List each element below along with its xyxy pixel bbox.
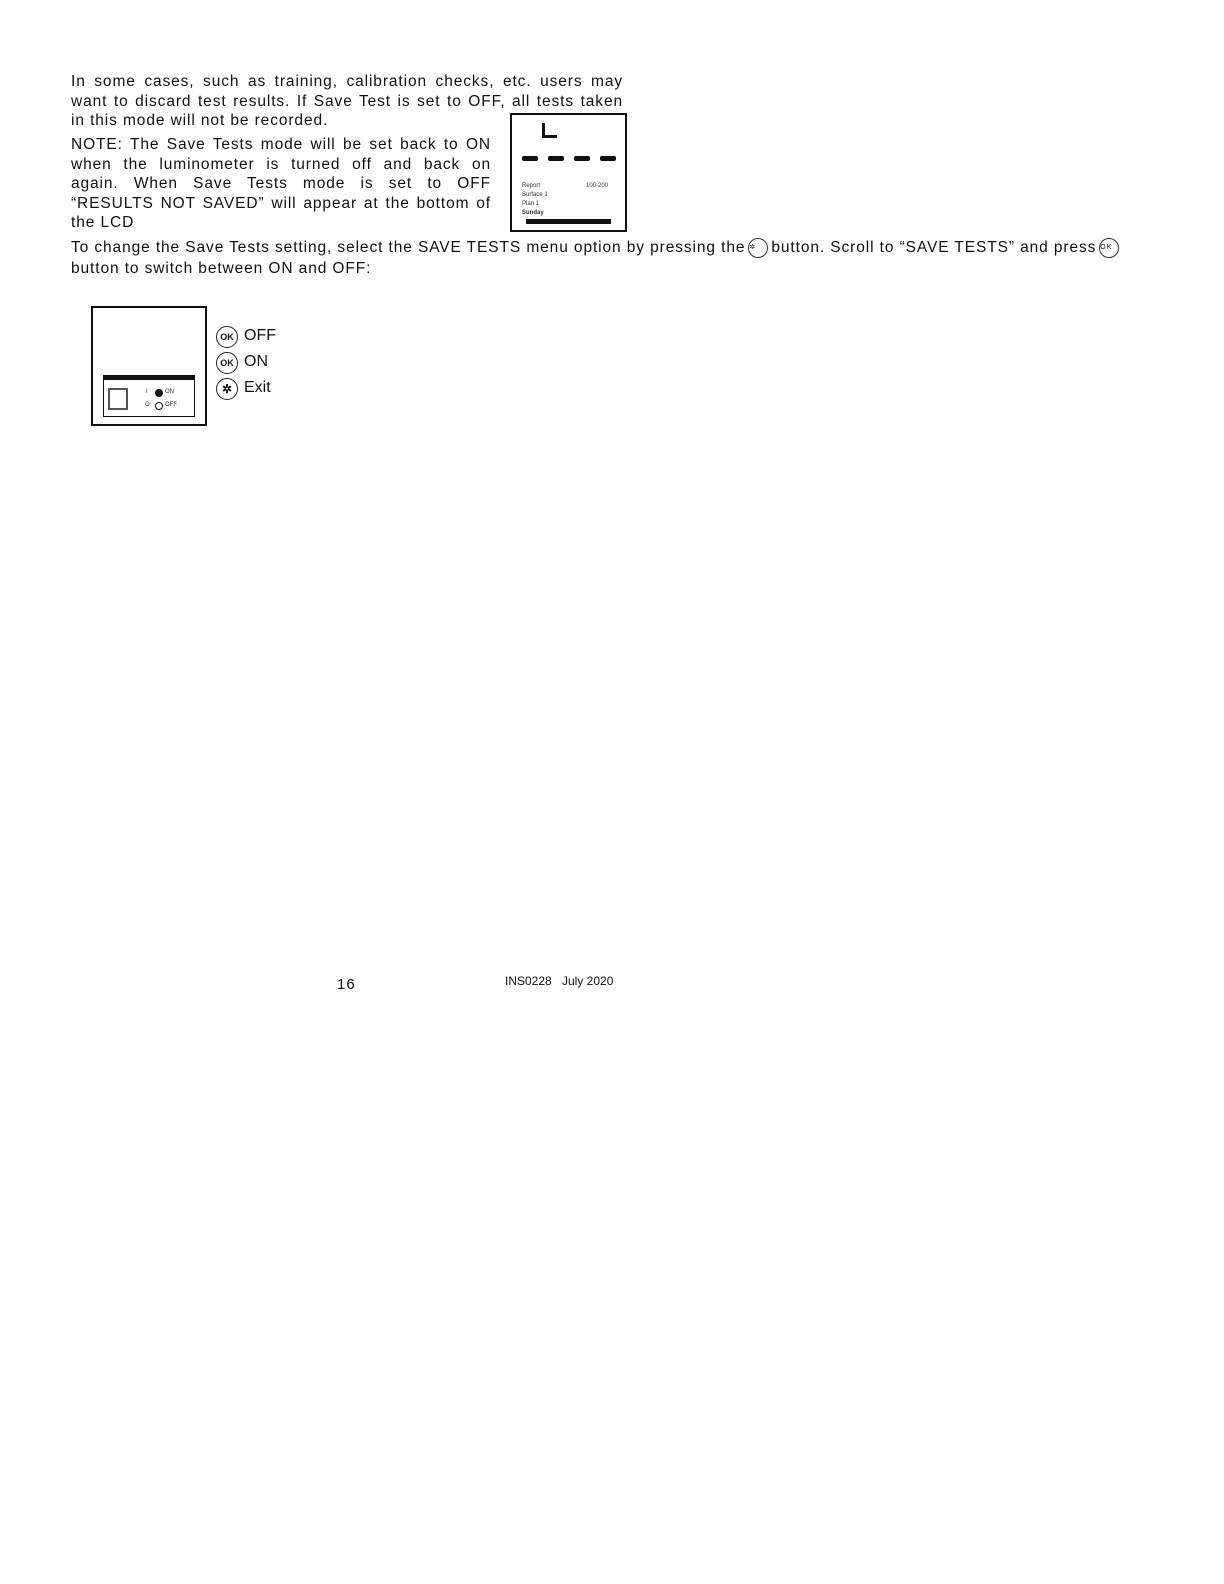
reading-dash bbox=[574, 156, 590, 161]
reading-dash bbox=[522, 156, 538, 161]
lcd-row: Plan 1 bbox=[522, 201, 540, 207]
option-off: OFF bbox=[165, 402, 177, 408]
floppy-disk-icon bbox=[108, 388, 128, 410]
lcd-row: Sunday bbox=[522, 210, 544, 216]
legend-label: Exit bbox=[244, 379, 271, 396]
lcd-status-bar bbox=[526, 219, 611, 224]
note-text: NOTE: The Save Tests mode will be set back to ON when the luminometer is turned off and back on again. When Save Tests mode is set to OFF “RESULTS NOT SAVED” will appear at the bottom of the LCD bbox=[71, 136, 491, 231]
option-on: ON bbox=[165, 389, 174, 395]
legend-row-exit bbox=[216, 378, 336, 402]
lcd-save-tests-screen bbox=[91, 306, 207, 426]
change-text-2: button. Scroll to “SAVE TESTS” and press bbox=[771, 239, 1097, 257]
change-paragraph bbox=[71, 238, 1113, 279]
doc-id: INS0228 bbox=[505, 974, 552, 988]
legend-row-off bbox=[216, 326, 336, 350]
star-button-icon: ✲ bbox=[216, 378, 238, 400]
menu-panel bbox=[103, 380, 195, 417]
change-text-1: To change the Save Tests setting, select the SAVE TESTS menu option by pressing the bbox=[71, 239, 746, 257]
change-line-1 bbox=[71, 238, 1113, 259]
radio-off-icon bbox=[155, 402, 163, 410]
lcd-row: Surface 1 bbox=[522, 192, 548, 198]
reading-dash bbox=[600, 156, 616, 161]
intro-text: In some cases, such as training, calibration checks, etc. users may want to discard test results. If Save Test is set to OFF, all tests taken in this mode will not be recorded. bbox=[71, 73, 623, 129]
lcd-result-screen bbox=[510, 113, 627, 232]
radio-on-icon bbox=[155, 389, 163, 397]
ok-button-icon: OK bbox=[216, 326, 238, 348]
note-paragraph bbox=[71, 135, 491, 233]
reading-dash bbox=[548, 156, 564, 161]
doc-date: July 2020 bbox=[562, 974, 614, 988]
legend-label: ON bbox=[244, 353, 268, 370]
legend-label: OFF bbox=[244, 327, 276, 344]
key-legend bbox=[216, 326, 336, 406]
star-button-icon: ✲ bbox=[748, 238, 768, 258]
sample-icon bbox=[542, 123, 557, 138]
ok-button-icon: OK bbox=[1099, 238, 1119, 258]
change-text-3: button to switch between ON and OFF: bbox=[71, 259, 372, 277]
lcd-row: Report bbox=[522, 183, 541, 189]
digit-off: O bbox=[145, 402, 150, 408]
legend-row-on bbox=[216, 352, 336, 376]
lcd-value: 100-200 bbox=[586, 183, 609, 189]
ok-button-icon: OK bbox=[216, 352, 238, 374]
digit-on: I bbox=[146, 389, 148, 395]
page-number: 16 bbox=[337, 976, 356, 993]
